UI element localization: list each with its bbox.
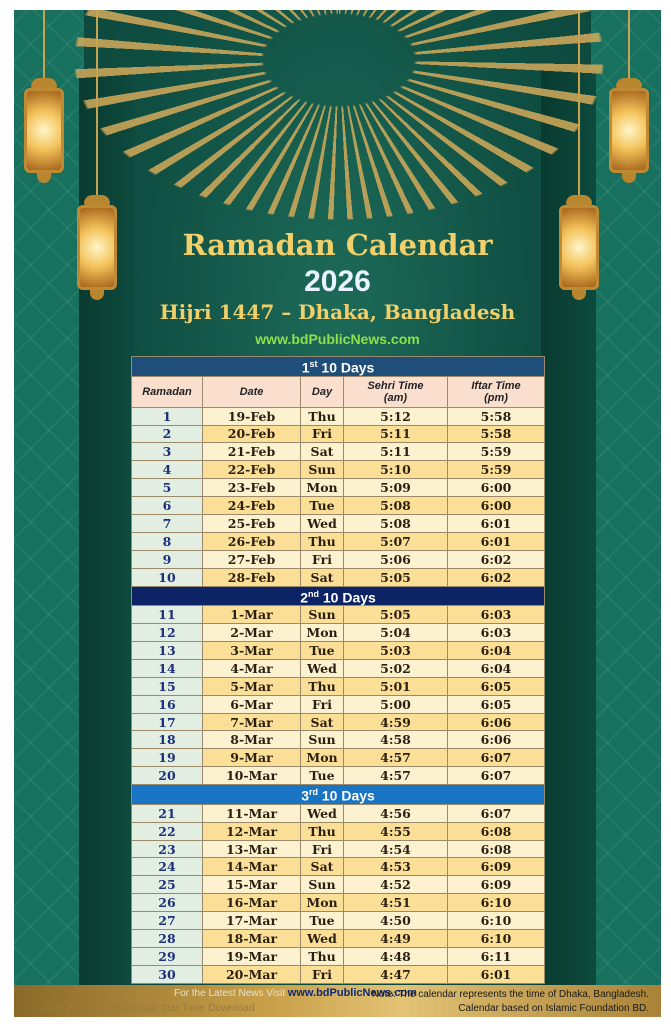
ramadan-day-cell: 1: [132, 407, 203, 425]
table-row: [132, 840, 545, 858]
ramadan-day-cell: 6: [132, 497, 203, 515]
iftar-time-cell: 6:03: [448, 606, 545, 624]
ramadan-day-cell: 21: [132, 804, 203, 822]
date-cell: 1-Mar: [203, 606, 301, 624]
sehri-time-cell: 5:08: [344, 497, 448, 515]
section-ordinal-suffix: nd: [308, 588, 319, 599]
iftar-time-cell: 6:00: [448, 479, 545, 497]
table-row: [132, 876, 545, 894]
column-header: Iftar Time (pm): [448, 376, 545, 407]
section-header: [132, 586, 545, 606]
table-row: [132, 606, 545, 624]
weekday-cell: Fri: [301, 695, 344, 713]
table-row: [132, 659, 545, 677]
ramadan-day-cell: 19: [132, 749, 203, 767]
table-row: [132, 642, 545, 660]
weekday-cell: Fri: [301, 965, 344, 983]
weekday-cell: Sun: [301, 461, 344, 479]
date-cell: 24-Feb: [203, 497, 301, 515]
subtitle: Hijri 1447 – Dhaka, Bangladesh: [159, 300, 516, 324]
weekday-cell: Mon: [301, 749, 344, 767]
section-ordinal: 3: [301, 787, 309, 804]
iftar-time-cell: 6:07: [448, 749, 545, 767]
weekday-cell: Tue: [301, 767, 344, 785]
sehri-time-cell: 4:56: [344, 804, 448, 822]
date-cell: 2-Mar: [203, 624, 301, 642]
section-header-row: [132, 785, 545, 805]
sehri-time-cell: 4:48: [344, 947, 448, 965]
weekday-cell: Thu: [301, 532, 344, 550]
sehri-time-cell: 4:59: [344, 713, 448, 731]
section-ordinal-suffix: rd: [309, 787, 318, 798]
column-header: Day: [301, 376, 344, 407]
weekday-cell: Tue: [301, 497, 344, 515]
footer-visit-text: For the Latest News Visit: [174, 988, 285, 999]
iftar-time-cell: 6:05: [448, 695, 545, 713]
table-row: [132, 912, 545, 930]
date-cell: 20-Feb: [203, 425, 301, 443]
weekday-cell: Sat: [301, 443, 344, 461]
date-cell: 10-Mar: [203, 767, 301, 785]
weekday-cell: Sat: [301, 858, 344, 876]
table-row: [132, 461, 545, 479]
date-cell: 20-Mar: [203, 965, 301, 983]
date-cell: 19-Feb: [203, 407, 301, 425]
ramadan-day-cell: 10: [132, 568, 203, 586]
footer-band: [14, 985, 661, 1017]
table-row: [132, 858, 545, 876]
sehri-time-cell: 4:55: [344, 822, 448, 840]
sehri-time-cell: 5:03: [344, 642, 448, 660]
table-row: [132, 894, 545, 912]
weekday-cell: Sun: [301, 606, 344, 624]
sehri-time-cell: 5:11: [344, 443, 448, 461]
ramadan-day-cell: 25: [132, 876, 203, 894]
ramadan-day-cell: 14: [132, 659, 203, 677]
sehri-time-cell: 5:11: [344, 425, 448, 443]
ramadan-day-cell: 15: [132, 677, 203, 695]
weekday-cell: Tue: [301, 912, 344, 930]
iftar-time-cell: 6:00: [448, 497, 545, 515]
sehri-time-cell: 5:06: [344, 550, 448, 568]
table-row: [132, 822, 545, 840]
date-cell: 21-Feb: [203, 443, 301, 461]
ramadan-timetable: [131, 356, 545, 984]
sehri-time-cell: 5:05: [344, 606, 448, 624]
ramadan-day-cell: 13: [132, 642, 203, 660]
date-cell: 17-Mar: [203, 912, 301, 930]
iftar-time-cell: 6:09: [448, 876, 545, 894]
iftar-time-cell: 6:01: [448, 532, 545, 550]
table-row: [132, 532, 545, 550]
weekday-cell: Tue: [301, 642, 344, 660]
iftar-time-cell: 6:11: [448, 947, 545, 965]
ramadan-day-cell: 5: [132, 479, 203, 497]
table-row: [132, 624, 545, 642]
weekday-cell: Thu: [301, 677, 344, 695]
date-cell: 18-Mar: [203, 930, 301, 948]
iftar-time-cell: 6:08: [448, 822, 545, 840]
footer-note: Note: The calendar represents the time of Dhaka, Bangladesh.: [371, 989, 649, 1000]
footer-source: Calendar based on Islamic Foundation BD.: [458, 1003, 649, 1014]
iftar-time-cell: 5:59: [448, 461, 545, 479]
footer-caption: 2026 Ramadan Calendar Iftar Time Download: [41, 1002, 255, 1014]
sehri-time-cell: 5:07: [344, 532, 448, 550]
mandala-ornament: [74, 10, 604, 220]
table-row: [132, 407, 545, 425]
date-cell: 7-Mar: [203, 713, 301, 731]
date-cell: 28-Feb: [203, 568, 301, 586]
table-row: [132, 695, 545, 713]
table-row: [132, 731, 545, 749]
iftar-time-cell: 5:58: [448, 407, 545, 425]
iftar-time-cell: 6:05: [448, 677, 545, 695]
table-row: [132, 749, 545, 767]
table-row: [132, 443, 545, 461]
date-cell: 11-Mar: [203, 804, 301, 822]
sehri-time-cell: 4:51: [344, 894, 448, 912]
date-cell: 15-Mar: [203, 876, 301, 894]
column-header-row: [132, 376, 545, 407]
weekday-cell: Fri: [301, 840, 344, 858]
weekday-cell: Wed: [301, 804, 344, 822]
iftar-time-cell: 6:07: [448, 767, 545, 785]
section-label: 10 Days: [321, 787, 375, 804]
sehri-time-cell: 5:09: [344, 479, 448, 497]
date-cell: 12-Mar: [203, 822, 301, 840]
iftar-time-cell: 6:04: [448, 659, 545, 677]
weekday-cell: Wed: [301, 659, 344, 677]
table-row: [132, 965, 545, 983]
iftar-time-cell: 5:59: [448, 443, 545, 461]
sehri-time-cell: 5:00: [344, 695, 448, 713]
date-cell: 16-Mar: [203, 894, 301, 912]
weekday-cell: Mon: [301, 624, 344, 642]
ramadan-day-cell: 7: [132, 515, 203, 533]
iftar-time-cell: 6:04: [448, 642, 545, 660]
date-cell: 14-Mar: [203, 858, 301, 876]
iftar-time-cell: 6:02: [448, 568, 545, 586]
sehri-time-cell: 4:50: [344, 912, 448, 930]
iftar-time-cell: 6:10: [448, 894, 545, 912]
ramadan-day-cell: 26: [132, 894, 203, 912]
date-cell: 27-Feb: [203, 550, 301, 568]
ramadan-day-cell: 18: [132, 731, 203, 749]
column-header: Date: [203, 376, 301, 407]
page-title: Ramadan Calendar: [182, 228, 493, 262]
iftar-time-cell: 6:06: [448, 731, 545, 749]
ramadan-day-cell: 12: [132, 624, 203, 642]
sehri-time-cell: 4:57: [344, 767, 448, 785]
weekday-cell: Wed: [301, 515, 344, 533]
lantern-icon: [24, 10, 64, 183]
table-row: [132, 568, 545, 586]
date-cell: 19-Mar: [203, 947, 301, 965]
ramadan-day-cell: 8: [132, 532, 203, 550]
sehri-time-cell: 4:53: [344, 858, 448, 876]
ramadan-day-cell: 9: [132, 550, 203, 568]
weekday-cell: Thu: [301, 822, 344, 840]
section-header: [132, 785, 545, 805]
weekday-cell: Sat: [301, 713, 344, 731]
table-row: [132, 947, 545, 965]
ramadan-day-cell: 28: [132, 930, 203, 948]
iftar-time-cell: 5:58: [448, 425, 545, 443]
ramadan-day-cell: 23: [132, 840, 203, 858]
iftar-time-cell: 6:01: [448, 965, 545, 983]
sehri-time-cell: 4:57: [344, 749, 448, 767]
date-cell: 22-Feb: [203, 461, 301, 479]
date-cell: 5-Mar: [203, 677, 301, 695]
ramadan-day-cell: 16: [132, 695, 203, 713]
iftar-time-cell: 6:01: [448, 515, 545, 533]
table-row: [132, 804, 545, 822]
date-cell: 3-Mar: [203, 642, 301, 660]
sehri-time-cell: 4:58: [344, 731, 448, 749]
weekday-cell: Fri: [301, 425, 344, 443]
ramadan-day-cell: 27: [132, 912, 203, 930]
calendar-poster: [14, 10, 661, 1017]
ramadan-day-cell: 2: [132, 425, 203, 443]
sehri-time-cell: 4:47: [344, 965, 448, 983]
ramadan-day-cell: 3: [132, 443, 203, 461]
date-cell: 6-Mar: [203, 695, 301, 713]
section-header-row: [132, 586, 545, 606]
date-cell: 13-Mar: [203, 840, 301, 858]
sehri-time-cell: 5:10: [344, 461, 448, 479]
table-row: [132, 713, 545, 731]
table-row: [132, 930, 545, 948]
column-header: Ramadan: [132, 376, 203, 407]
iftar-time-cell: 6:06: [448, 713, 545, 731]
lantern-icon: [609, 10, 649, 183]
table-row: [132, 497, 545, 515]
sehri-time-cell: 5:04: [344, 624, 448, 642]
sehri-time-cell: 4:49: [344, 930, 448, 948]
year: 2026: [304, 265, 371, 298]
weekday-cell: Mon: [301, 479, 344, 497]
table-row: [132, 479, 545, 497]
ramadan-day-cell: 30: [132, 965, 203, 983]
iftar-time-cell: 6:08: [448, 840, 545, 858]
footer-site-link[interactable]: www.bdPublicNews.com: [287, 987, 417, 999]
section-label: 10 Days: [321, 359, 375, 376]
table-row: [132, 515, 545, 533]
ramadan-day-cell: 24: [132, 858, 203, 876]
date-cell: 9-Mar: [203, 749, 301, 767]
iftar-time-cell: 6:10: [448, 912, 545, 930]
ramadan-day-cell: 17: [132, 713, 203, 731]
ramadan-day-cell: 11: [132, 606, 203, 624]
date-cell: 25-Feb: [203, 515, 301, 533]
website-link[interactable]: www.bdPublicNews.com: [255, 331, 420, 347]
table-row: [132, 425, 545, 443]
section-ordinal: 1: [301, 359, 310, 376]
weekday-cell: Mon: [301, 894, 344, 912]
weekday-cell: Wed: [301, 930, 344, 948]
date-cell: 4-Mar: [203, 659, 301, 677]
weekday-cell: Thu: [301, 947, 344, 965]
table-row: [132, 767, 545, 785]
table-row: [132, 677, 545, 695]
iftar-time-cell: 6:10: [448, 930, 545, 948]
section-label: 10 Days: [322, 589, 376, 606]
sehri-time-cell: 4:54: [344, 840, 448, 858]
section-header: [132, 357, 545, 377]
iftar-time-cell: 6:02: [448, 550, 545, 568]
weekday-cell: Fri: [301, 550, 344, 568]
date-cell: 8-Mar: [203, 731, 301, 749]
weekday-cell: Sun: [301, 876, 344, 894]
weekday-cell: Thu: [301, 407, 344, 425]
date-cell: 26-Feb: [203, 532, 301, 550]
sehri-time-cell: 5:01: [344, 677, 448, 695]
iftar-time-cell: 6:07: [448, 804, 545, 822]
ramadan-day-cell: 29: [132, 947, 203, 965]
section-header-row: [132, 357, 545, 377]
section-ordinal: 2: [300, 589, 308, 606]
table-row: [132, 550, 545, 568]
sehri-time-cell: 5:05: [344, 568, 448, 586]
sehri-time-cell: 5:12: [344, 407, 448, 425]
sehri-time-cell: 4:52: [344, 876, 448, 894]
weekday-cell: Sun: [301, 731, 344, 749]
iftar-time-cell: 6:09: [448, 858, 545, 876]
weekday-cell: Sat: [301, 568, 344, 586]
iftar-time-cell: 6:03: [448, 624, 545, 642]
ramadan-day-cell: 22: [132, 822, 203, 840]
date-cell: 23-Feb: [203, 479, 301, 497]
sehri-time-cell: 5:02: [344, 659, 448, 677]
sehri-time-cell: 5:08: [344, 515, 448, 533]
section-ordinal-suffix: st: [309, 359, 318, 369]
column-header: Sehri Time (am): [344, 376, 448, 407]
ramadan-day-cell: 20: [132, 767, 203, 785]
ramadan-day-cell: 4: [132, 461, 203, 479]
